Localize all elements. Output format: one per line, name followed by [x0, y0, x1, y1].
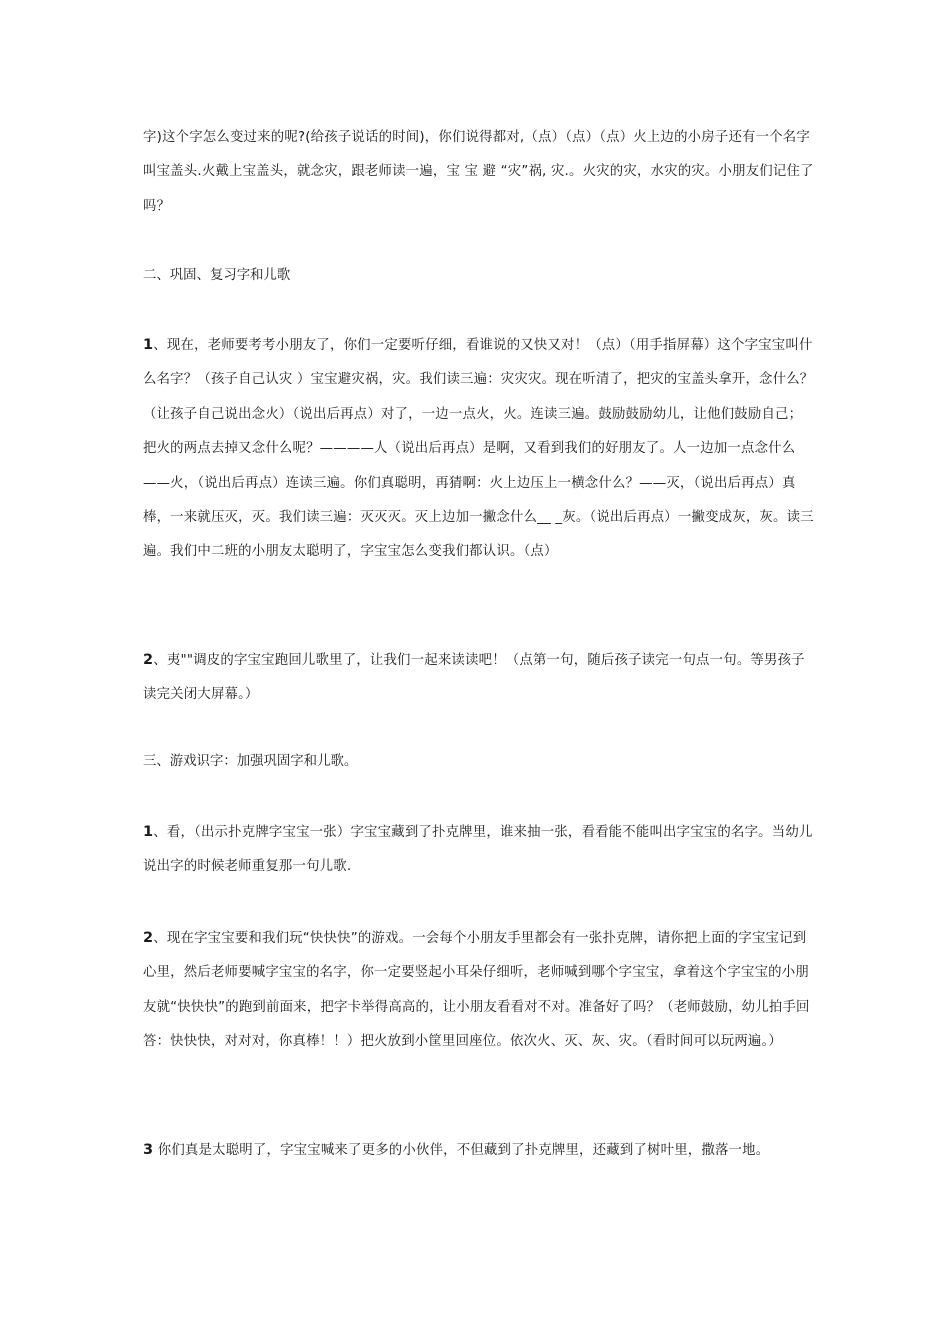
paragraph-number: 3 [143, 1142, 154, 1158]
section-3-paragraph-1 [143, 815, 815, 885]
paragraph-text: 你们真是太聪明了，字宝宝喊来了更多的小伙伴，不但藏到了扑克牌里，还藏到了树叶里，撒落一地。 [153, 1143, 770, 1158]
paragraph-text: 、看，（出示扑克牌字宝宝一张）字宝宝藏到了扑克牌里，谁来抽一张，看看能不能叫出字宝宝的名字。当幼儿说出字的时候老师重复那一句儿歌. [143, 825, 813, 875]
section-3-paragraph-2 [143, 921, 815, 1060]
section-2-paragraph-2 [143, 643, 815, 713]
paragraph-text: 、现在，老师要考考小朋友了，你们一定要听仔细，看谁说的又快又对！（点）（用手指屏幕）这个字宝宝叫什么名字？（孩子自己认灾 ）宝宝避灾祸，灾。我们读三遍：灾灾灾。现在听清了，把灾的宝盖头拿开，念什么？（让孩子自己说出念火）（说出后再点）对了，一边一点火，火。连读三遍。鼓励鼓励幼儿，让他们鼓励自己；把火的两点去掉又念什么呢？————人（说出后再点）是啊，又看到我们的好朋友了。人一边加一点念什么——火，（说出后再点）连读三遍。你们真聪明，再猜啊：火上边压上一横念什么？——灭，（说出后再点）真棒，一来就压灭，灭。我们读三遍：灭灭灭。灭上边加一撇念什么__ _灰。（说出后再点）一撇变成灰，灰。读三遍。我们中二班的小朋友太聪明了，字宝宝怎么变我们都认识。（点） [143, 338, 814, 560]
paragraph-number: 1 [143, 824, 154, 840]
section-3-heading: 三、游戏识字：加强巩固字和儿歌。 [143, 754, 358, 769]
paragraph-number: 2 [143, 652, 154, 668]
intro-text: 字)这个字怎么变过来的呢?(给孩子说话的时间)，你们说得都对,（点）（点）（点）火上边的小房子还有一个名字叫宝盖头.火戴上宝盖头，就念灾，跟老师读一遍，宝 宝 避 “灾”祸, 灾.。火灾的灾，水灾的灾。小朋友们记住了吗？ [143, 130, 814, 214]
section-3-paragraph-3 [143, 1133, 815, 1168]
section-2-paragraph-1 [143, 328, 815, 570]
paragraph-number: 1 [143, 337, 154, 353]
intro-paragraph [143, 121, 815, 224]
paragraph-number: 2 [143, 930, 154, 946]
paragraph-text: 、现在字宝宝要和我们玩“快快快”的游戏。一会每个小朋友手里都会有一张扑克牌，请你把上面的字宝宝记到心里，然后老师要喊字宝宝的名字，你一定要竖起小耳朵仔细听，老师喊到哪个字宝宝，拿着这个字宝宝的小朋友就“快快快”的跑到前面来，把字卡举得高高的，让小朋友看看对不对。准备好了吗？（老师鼓励，幼儿拍手回答：快快快，对对对，你真棒！！）把火放到小筐里回座位。依次火、灭、灰、灾。（看时间可以玩两遍。） [143, 931, 810, 1050]
section-2-heading: 二、巩固、复习字和儿歌 [143, 268, 291, 283]
paragraph-text: 、夷""调皮的字宝宝跑回儿歌里了，让我们一起来读读吧！（点第一句，随后孩子读完一句点一句。等男孩子读完关闭大屏幕。） [143, 653, 805, 703]
